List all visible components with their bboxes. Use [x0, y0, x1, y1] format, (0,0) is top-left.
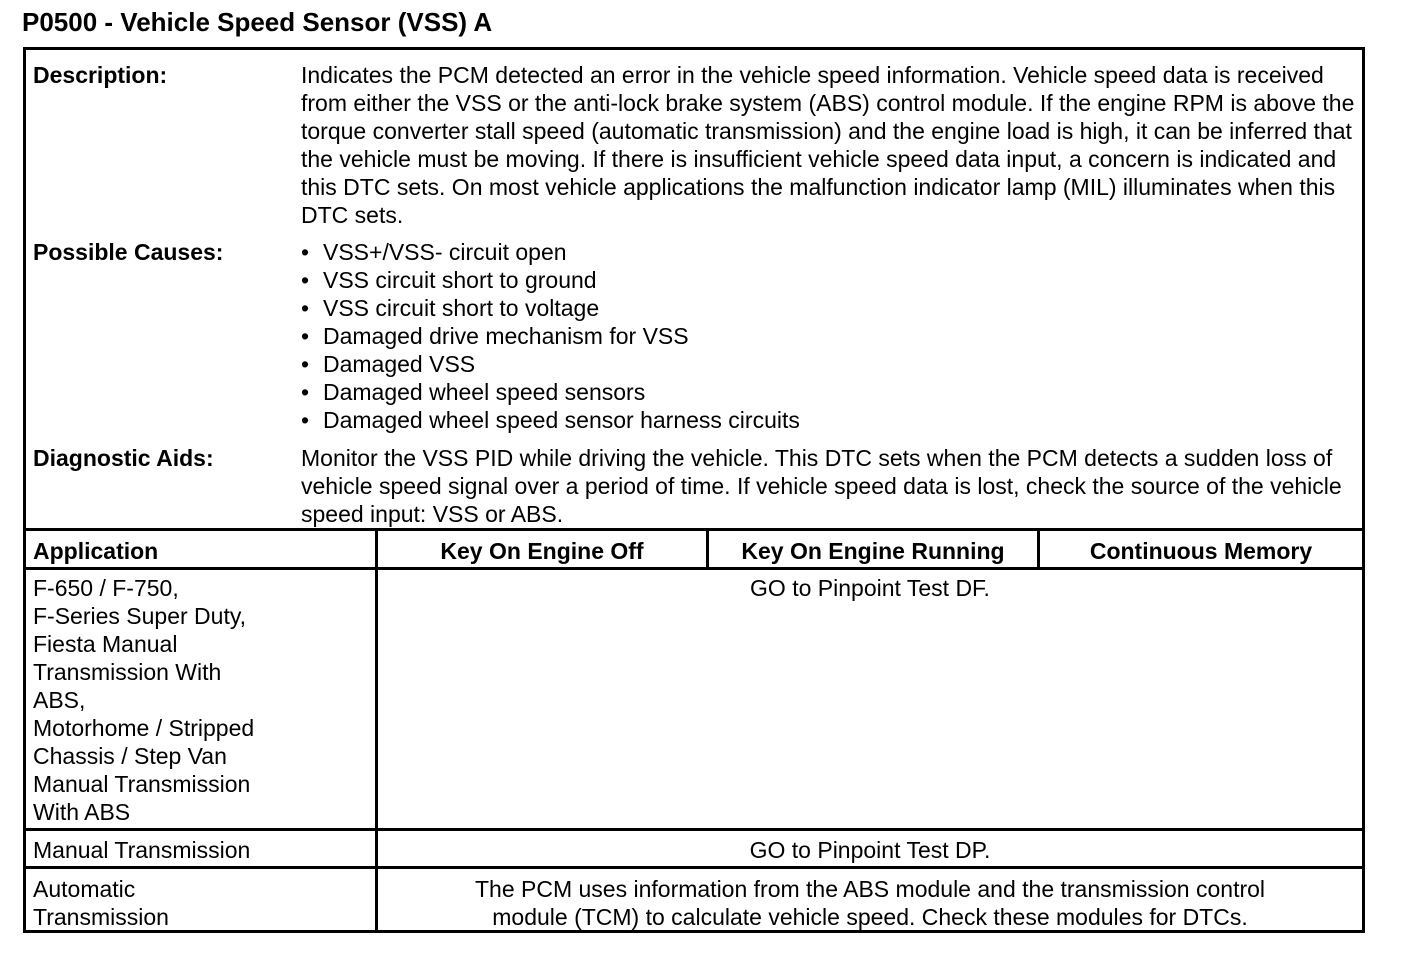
description-text: Indicates the PCM detected an error in the vehicle speed information. Vehicle speed data is received from either the VSS or the anti-lock brake system (ABS) control module. If the engine RPM is above the torque converter stall speed (automatic transmission) and the engine load is high, it can be inferred that the vehicle must be moving. If there is insufficient vehicle speed data input, a concern is indicated and this DTC sets. On most vehicle applications the malfunction indicator lamp (MIL) illuminates when this DTC sets. — [301, 62, 1355, 228]
list-item: • VSS circuit short to ground — [301, 266, 800, 294]
list-item: • VSS+/VSS- circuit open — [301, 238, 800, 266]
application-line: Transmission — [33, 904, 169, 930]
application-line: F-Series Super Duty, — [33, 603, 247, 629]
diagnostic-aids-label: Diagnostic Aids: — [33, 445, 214, 471]
possible-causes-label: Possible Causes: — [33, 239, 224, 265]
table-row-application — [33, 836, 250, 864]
application-line: Chassis / Step Van — [33, 743, 227, 769]
table-row-action: GO to Pinpoint Test DP. — [749, 837, 991, 863]
divider — [26, 567, 1362, 570]
description-label: Description: — [33, 62, 168, 88]
list-item: • Damaged wheel speed sensors — [301, 378, 800, 406]
column-header-koer: Key On Engine Running — [741, 538, 1005, 564]
diagnostic-aids-text: Monitor the VSS PID while driving the vehicle. This DTC sets when the PCM detects a sudden loss of vehicle speed signal over a period of time. If vehicle speed data is lost, check the source of the vehicle speed input: VSS or ABS. — [301, 445, 1342, 527]
dtc-table — [23, 47, 1365, 933]
column-header-continuous-memory: Continuous Memory — [1089, 538, 1313, 564]
possible-causes-list — [301, 238, 800, 434]
table-row-action — [378, 875, 1362, 931]
column-header-application: Application — [33, 538, 159, 564]
divider — [26, 528, 1362, 531]
application-line: Motorhome / Stripped — [33, 715, 255, 741]
application-line: ABS, — [33, 687, 86, 713]
list-item: • Damaged wheel speed sensor harness circuits — [301, 406, 800, 434]
application-line: Manual Transmission — [33, 771, 251, 797]
list-item: • Damaged VSS — [301, 350, 800, 378]
divider — [26, 828, 1362, 831]
list-item: • VSS circuit short to voltage — [301, 294, 800, 322]
column-header-koeo: Key On Engine Off — [440, 538, 644, 564]
divider — [26, 866, 1362, 869]
application-line: Manual Transmission — [33, 837, 251, 863]
application-line: F-650 / F-750, — [33, 575, 179, 601]
application-line: Fiesta Manual — [33, 631, 178, 657]
application-line: With ABS — [33, 799, 131, 825]
table-row-action: GO to Pinpoint Test DF. — [750, 575, 990, 601]
action-line: The PCM uses information from the ABS module and the transmission control — [474, 876, 1266, 902]
table-row-application — [33, 875, 169, 931]
page-title: P0500 - Vehicle Speed Sensor (VSS) A — [22, 7, 493, 37]
application-line: Transmission With — [33, 659, 222, 685]
application-line: Automatic — [33, 876, 136, 902]
list-item: • Damaged drive mechanism for VSS — [301, 322, 800, 350]
table-row-application — [33, 574, 254, 826]
action-line: module (TCM) to calculate vehicle speed. Check these modules for DTCs. — [492, 904, 1248, 930]
